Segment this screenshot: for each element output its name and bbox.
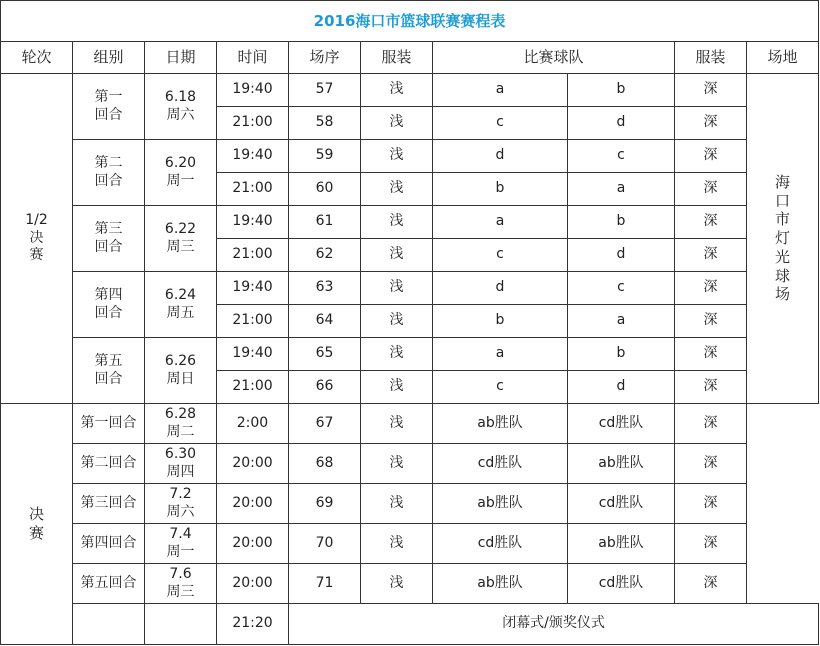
table-row xyxy=(1,338,819,371)
team-b-cell: b xyxy=(568,338,675,371)
kit-home-cell: 浅 xyxy=(361,74,433,107)
round-char-line: 赛 xyxy=(28,524,44,542)
round-char-line: 决 xyxy=(29,229,44,246)
kit-away-cell: 深 xyxy=(675,173,747,206)
team-b-cell: a xyxy=(568,173,675,206)
group-line: 回合 xyxy=(94,238,123,255)
date-line: 7.4 xyxy=(169,526,192,542)
team-b-cell: c xyxy=(568,272,675,305)
round-char-line: 决 xyxy=(28,505,44,524)
time-cell: 21:00 xyxy=(217,239,289,272)
kit-home-cell: 浅 xyxy=(361,564,433,604)
time-cell: 20:00 xyxy=(217,524,289,564)
team-b-cell: d xyxy=(568,107,675,140)
empty-date-cell xyxy=(145,604,217,645)
date-line: 6.20 xyxy=(164,155,197,171)
team-a-cell: cd胜队 xyxy=(433,524,568,564)
semifinal-section xyxy=(1,74,819,404)
table-row xyxy=(1,524,819,564)
table-row xyxy=(1,564,819,604)
date-line: 周一 xyxy=(166,543,195,560)
header-time: 时间 xyxy=(217,42,289,74)
kit-away-cell: 深 xyxy=(675,305,747,338)
kit-away-cell: 深 xyxy=(675,444,747,484)
round-cell-semifinal xyxy=(1,74,73,404)
kit-away-cell: 深 xyxy=(675,371,747,404)
final-section xyxy=(1,404,819,645)
time-cell: 2:00 xyxy=(217,404,289,444)
venue-char-line: 海 xyxy=(775,172,791,191)
venue-char-line: 市 xyxy=(775,210,791,229)
group-cell: 第一回合 xyxy=(73,404,145,444)
kit-away-cell: 深 xyxy=(675,338,747,371)
team-a-cell: d xyxy=(433,272,568,305)
header-kit-home: 服装 xyxy=(361,42,433,74)
team-b-cell: cd胜队 xyxy=(568,404,675,444)
team-a-cell: a xyxy=(433,74,568,107)
time-cell: 19:40 xyxy=(217,74,289,107)
match-no-cell: 71 xyxy=(289,564,361,604)
time-cell: 19:40 xyxy=(217,338,289,371)
table-row xyxy=(1,484,819,524)
team-a-cell: ab胜队 xyxy=(433,404,568,444)
group-line: 第二 xyxy=(94,155,123,171)
kit-home-cell: 浅 xyxy=(361,371,433,404)
date-line: 周一 xyxy=(166,172,195,189)
group-cell xyxy=(73,74,145,140)
match-no-cell: 66 xyxy=(289,371,361,404)
date-cell xyxy=(145,564,217,604)
team-b-cell: c xyxy=(568,140,675,173)
table-row xyxy=(1,272,819,305)
group-cell: 第三回合 xyxy=(73,484,145,524)
kit-away-cell: 深 xyxy=(675,404,747,444)
group-line: 回合 xyxy=(94,370,123,387)
date-cell xyxy=(145,524,217,564)
match-no-cell: 64 xyxy=(289,305,361,338)
team-b-cell: a xyxy=(568,305,675,338)
kit-home-cell: 浅 xyxy=(361,338,433,371)
kit-home-cell: 浅 xyxy=(361,107,433,140)
header-round: 轮次 xyxy=(1,42,73,74)
venue-char-line: 口 xyxy=(775,191,791,210)
venue-char-line: 场 xyxy=(775,285,791,304)
kit-home-cell: 浅 xyxy=(361,305,433,338)
header-venue: 场地 xyxy=(747,42,819,74)
group-cell: 第五回合 xyxy=(73,564,145,604)
kit-away-cell: 深 xyxy=(675,239,747,272)
match-no-cell: 57 xyxy=(289,74,361,107)
group-line: 回合 xyxy=(94,172,123,189)
header-row xyxy=(1,42,819,74)
match-no-cell: 59 xyxy=(289,140,361,173)
match-no-cell: 69 xyxy=(289,484,361,524)
date-cell xyxy=(145,338,217,404)
team-b-cell: d xyxy=(568,371,675,404)
team-a-cell: c xyxy=(433,371,568,404)
match-no-cell: 58 xyxy=(289,107,361,140)
team-a-cell: ab胜队 xyxy=(433,564,568,604)
time-cell: 20:00 xyxy=(217,564,289,604)
table-row xyxy=(1,444,819,484)
kit-home-cell: 浅 xyxy=(361,239,433,272)
team-a-cell: c xyxy=(433,107,568,140)
team-a-cell: c xyxy=(433,239,568,272)
group-line: 回合 xyxy=(94,106,123,123)
date-line: 周六 xyxy=(166,503,195,520)
date-cell xyxy=(145,140,217,206)
match-no-cell: 61 xyxy=(289,206,361,239)
group-line: 回合 xyxy=(94,304,123,321)
date-line: 周六 xyxy=(166,106,195,123)
kit-home-cell: 浅 xyxy=(361,484,433,524)
empty-group-cell xyxy=(73,604,145,645)
header-match-no: 场序 xyxy=(289,42,361,74)
team-a-cell: a xyxy=(433,206,568,239)
team-b-cell: b xyxy=(568,206,675,239)
date-line: 7.6 xyxy=(169,566,192,582)
round-char-line: 赛 xyxy=(29,247,44,264)
date-cell xyxy=(145,404,217,444)
time-cell: 20:00 xyxy=(217,444,289,484)
date-cell xyxy=(145,484,217,524)
team-a-cell: cd胜队 xyxy=(433,444,568,484)
kit-home-cell: 浅 xyxy=(361,272,433,305)
date-cell xyxy=(145,444,217,484)
kit-away-cell: 深 xyxy=(675,107,747,140)
match-no-cell: 62 xyxy=(289,239,361,272)
time-cell: 19:40 xyxy=(217,140,289,173)
date-line: 周日 xyxy=(166,370,195,387)
team-a-cell: b xyxy=(433,305,568,338)
time-cell: 19:40 xyxy=(217,206,289,239)
header-group: 组别 xyxy=(73,42,145,74)
kit-away-cell: 深 xyxy=(675,272,747,305)
table-row xyxy=(1,206,819,239)
kit-away-cell: 深 xyxy=(675,140,747,173)
kit-away-cell: 深 xyxy=(675,564,747,604)
ceremony-label-cell: 闭幕式/颁奖仪式 xyxy=(289,604,819,645)
time-cell: 20:00 xyxy=(217,484,289,524)
venue-char-line: 光 xyxy=(775,247,791,266)
header-date: 日期 xyxy=(145,42,217,74)
round-char-line: 1/2 xyxy=(25,212,48,229)
kit-away-cell: 深 xyxy=(675,524,747,564)
venue-char-line: 球 xyxy=(775,266,791,285)
team-b-cell: cd胜队 xyxy=(568,564,675,604)
team-a-cell: ab胜队 xyxy=(433,484,568,524)
date-line: 6.18 xyxy=(164,89,197,105)
team-b-cell: ab胜队 xyxy=(568,444,675,484)
date-line: 6.28 xyxy=(164,406,197,422)
time-cell: 21:00 xyxy=(217,107,289,140)
date-line: 周四 xyxy=(166,463,195,480)
team-a-cell: b xyxy=(433,173,568,206)
date-line: 7.2 xyxy=(169,486,192,502)
kit-home-cell: 浅 xyxy=(361,206,433,239)
group-cell xyxy=(73,140,145,206)
kit-home-cell: 浅 xyxy=(361,140,433,173)
date-cell xyxy=(145,272,217,338)
table-title-text: 2016海口市篮球联赛赛程表 xyxy=(313,11,506,30)
match-no-cell: 70 xyxy=(289,524,361,564)
venue-cell xyxy=(747,74,819,404)
group-cell: 第四回合 xyxy=(73,524,145,564)
date-cell xyxy=(145,74,217,140)
time-cell: 19:40 xyxy=(217,272,289,305)
header-teams: 比赛球队 xyxy=(433,42,675,74)
date-line: 周二 xyxy=(166,423,195,440)
ceremony-row xyxy=(1,604,819,645)
ceremony-time-cell: 21:20 xyxy=(217,604,289,645)
match-no-cell: 65 xyxy=(289,338,361,371)
kit-away-cell: 深 xyxy=(675,484,747,524)
date-line: 6.30 xyxy=(164,446,197,462)
team-b-cell: cd胜队 xyxy=(568,484,675,524)
kit-away-cell: 深 xyxy=(675,74,747,107)
kit-home-cell: 浅 xyxy=(361,173,433,206)
group-line: 第五 xyxy=(94,353,123,369)
date-line: 周三 xyxy=(166,583,195,600)
date-line: 周三 xyxy=(166,238,195,255)
kit-home-cell: 浅 xyxy=(361,524,433,564)
kit-away-cell: 深 xyxy=(675,206,747,239)
header-kit-away: 服装 xyxy=(675,42,747,74)
match-no-cell: 67 xyxy=(289,404,361,444)
team-b-cell: b xyxy=(568,74,675,107)
table-title xyxy=(1,1,819,42)
team-a-cell: a xyxy=(433,338,568,371)
table-row xyxy=(1,404,819,444)
time-cell: 21:00 xyxy=(217,371,289,404)
group-cell xyxy=(73,206,145,272)
round-cell-final xyxy=(1,404,73,645)
date-line: 6.26 xyxy=(164,353,197,369)
table-row xyxy=(1,140,819,173)
date-line: 6.22 xyxy=(164,221,197,237)
venue-char-line: 灯 xyxy=(775,229,791,248)
time-cell: 21:00 xyxy=(217,173,289,206)
team-b-cell: ab胜队 xyxy=(568,524,675,564)
group-cell: 第二回合 xyxy=(73,444,145,484)
group-cell xyxy=(73,272,145,338)
group-line: 第一 xyxy=(94,89,123,105)
table-row xyxy=(1,74,819,107)
kit-home-cell: 浅 xyxy=(361,444,433,484)
match-no-cell: 68 xyxy=(289,444,361,484)
date-line: 6.24 xyxy=(164,287,197,303)
group-line: 第三 xyxy=(94,221,123,237)
kit-home-cell: 浅 xyxy=(361,404,433,444)
team-a-cell: d xyxy=(433,140,568,173)
group-cell xyxy=(73,338,145,404)
team-b-cell: d xyxy=(568,239,675,272)
group-line: 第四 xyxy=(94,287,123,303)
match-no-cell: 63 xyxy=(289,272,361,305)
match-no-cell: 60 xyxy=(289,173,361,206)
date-line: 周五 xyxy=(166,304,195,321)
time-cell: 21:00 xyxy=(217,305,289,338)
date-cell xyxy=(145,206,217,272)
